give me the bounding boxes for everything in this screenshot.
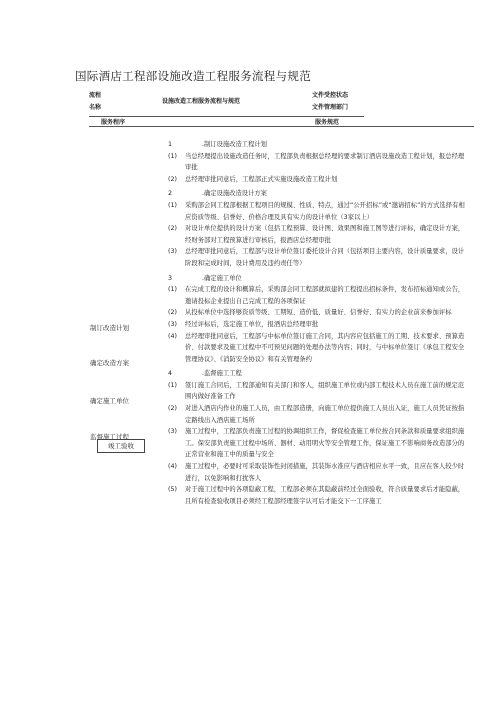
spec-item — [168, 380, 468, 403]
document-title: 国际酒店工程部设施改造工程服务流程与规范 — [75, 69, 311, 83]
spec-item — [168, 484, 468, 507]
spec-item-text: 施工过程中，必要时可采取装饰性封闭措施，其装饰水准应与酒店相应水平一致，且应在客人较少时进行，以免影响和打扰客人 — [185, 463, 465, 482]
spec-item — [168, 403, 468, 426]
spec-item — [168, 284, 468, 307]
step-scheme: 确定改造方案 — [90, 359, 129, 367]
step-supervise: 监督施工过程 — [90, 433, 129, 441]
spec-item-text: 在完成工程的设计和概算后，采购部会同工程部就拟建的工程提出招标条件，发布招标通知或公告，邀请投标企业提出自己完成工程的各项保证 — [185, 286, 465, 305]
spec-item-index: (3) — [168, 428, 177, 436]
step-plan: 制订改造计划 — [90, 324, 129, 332]
spec-item-index: (1) — [168, 152, 177, 160]
spec-item — [168, 246, 468, 269]
spec-item-index: (2) — [168, 225, 177, 233]
spec-item — [168, 200, 468, 223]
spec-item-text: 对设计单位提供的设计方案（包括工程预算、设计图、效果图和施工图等进行评标，确定设计方案，经财务部对工程预算进行审核后，报酒店总经理审批 — [185, 225, 465, 244]
spec-item-index: (2) — [168, 405, 177, 413]
spec-item-text: 总经理审批同意后，工程部与设计单位签订委托设计合同（包括项目主要内容，设计质量要求，设计阶段和完成时间，设计费用及违约责任等） — [185, 248, 465, 267]
step-contractor: 确定施工单位 — [90, 397, 129, 405]
spec-item-text: 经过评标后，选定施工单位，报酒店总经理审批 — [185, 320, 319, 328]
spec-item — [168, 331, 468, 366]
section-number: 2 — [168, 190, 173, 198]
spec-item-text: 从投标单位中选择够资质等级、工期短、造价低、质量好、信誉好、有实力的企业前来参加评标 — [185, 309, 452, 317]
service-spec-content — [168, 136, 468, 507]
section-number: 3 — [168, 274, 173, 282]
header-control-status: 文件受控状态 — [312, 92, 349, 99]
header-management-dept: 文件管理部门 — [312, 104, 349, 111]
section-heading — [168, 139, 468, 151]
spec-item-index: (5) — [168, 486, 177, 494]
spec-item — [168, 319, 468, 331]
header-process-name: 设施改造工程服务流程与规范 — [162, 98, 241, 105]
section-title: .制订设施改造工程计划 — [202, 141, 267, 148]
spec-item-index: (2) — [168, 175, 177, 183]
spec-item-index: (1) — [168, 201, 177, 209]
header-name-label: 名称 — [89, 104, 102, 111]
spec-item — [168, 426, 468, 461]
spec-item — [168, 223, 468, 246]
spec-item-index: (1) — [168, 286, 177, 294]
spec-item — [168, 174, 468, 186]
section-heading — [168, 368, 468, 380]
step-acceptance-box: 竣工验收 — [97, 439, 145, 453]
spec-item-text: 对于施工过程中的各项隐蔽工程，工程部必须在其隐蔽前经过全面验收，符合质量要求后才能隐蔽，且所有检查验收项目必须经工程部经理签字认可后才能交下一工序施工 — [185, 486, 465, 505]
spec-item-index: (2) — [168, 309, 177, 317]
spec-item-text: 总经理审批同意后，工程部与中标单位签订施工合同，其内容应包括施工的工期、技术要求、预算造价、付款要求及施工过程中不可预见问题的处理办法等内容；同时，与中标单位签订《承包工程安全管理协议》、《消防安全协议》和有关管理条约 — [185, 332, 465, 363]
section-title: .确定施工单位 — [202, 274, 242, 282]
spec-item-index: (4) — [168, 332, 177, 340]
service-spec-heading: 服务规范 — [315, 119, 340, 126]
spec-item-text: 当总经理提出设施改造任务时，工程部负责根据总经理的要求制订酒店设施改造工程计划，报总经理审批 — [185, 152, 465, 172]
spec-item — [168, 151, 468, 174]
spec-item-text: 对进入酒店内作业的施工人员，由工程部造册，向施工单位提供施工人员出入证，施工人员凭证按指定路线出入酒店施工场所 — [185, 405, 465, 424]
section-heading — [168, 273, 468, 285]
spec-item-text: 签订施工合同后，工程部通知有关部门和客人，组织施工单位或内部工程技术人员在施工前的规定范围内做好准备工作 — [185, 381, 465, 401]
spec-item-index: (4) — [168, 463, 177, 471]
section-title: .确定设施改造设计方案 — [202, 190, 267, 198]
spec-item-index: (3) — [168, 248, 177, 256]
header-flow-label: 流程 — [89, 92, 102, 99]
spec-item-index: (3) — [168, 320, 177, 328]
section-title: .监督施工工程 — [202, 370, 242, 378]
section-number: 1 — [168, 141, 173, 148]
spec-item-text: 采购部会同工程部根据工程项目的规模、性质、特点，通过“公开招标”或“邀请招标”的方式选择有相应资质等级、信誉好、价格合理及具有实力的设计单位（3家以上） — [185, 201, 465, 221]
spec-item-text: 总经理审批同意后，工程部正式实施设施改造工程计划 — [185, 175, 338, 183]
section-heading — [168, 188, 468, 200]
heading-divider — [89, 126, 474, 127]
spec-item — [168, 307, 468, 319]
service-procedure-heading: 服务程序 — [101, 119, 126, 126]
spec-item — [168, 461, 468, 484]
section-number: 4 — [168, 370, 173, 378]
spec-item-index: (1) — [168, 381, 177, 389]
spec-item-text: 施工过程中，工程部负责施工过程的协调组织工作，督促检查施工单位按合同条款和质量要求组织施工。保安部负责施工过程中场所、器材、动用明火等安全管理工作，保证施工不影响商务改造部分的正常营业和施工中的质量与安全 — [185, 428, 465, 459]
